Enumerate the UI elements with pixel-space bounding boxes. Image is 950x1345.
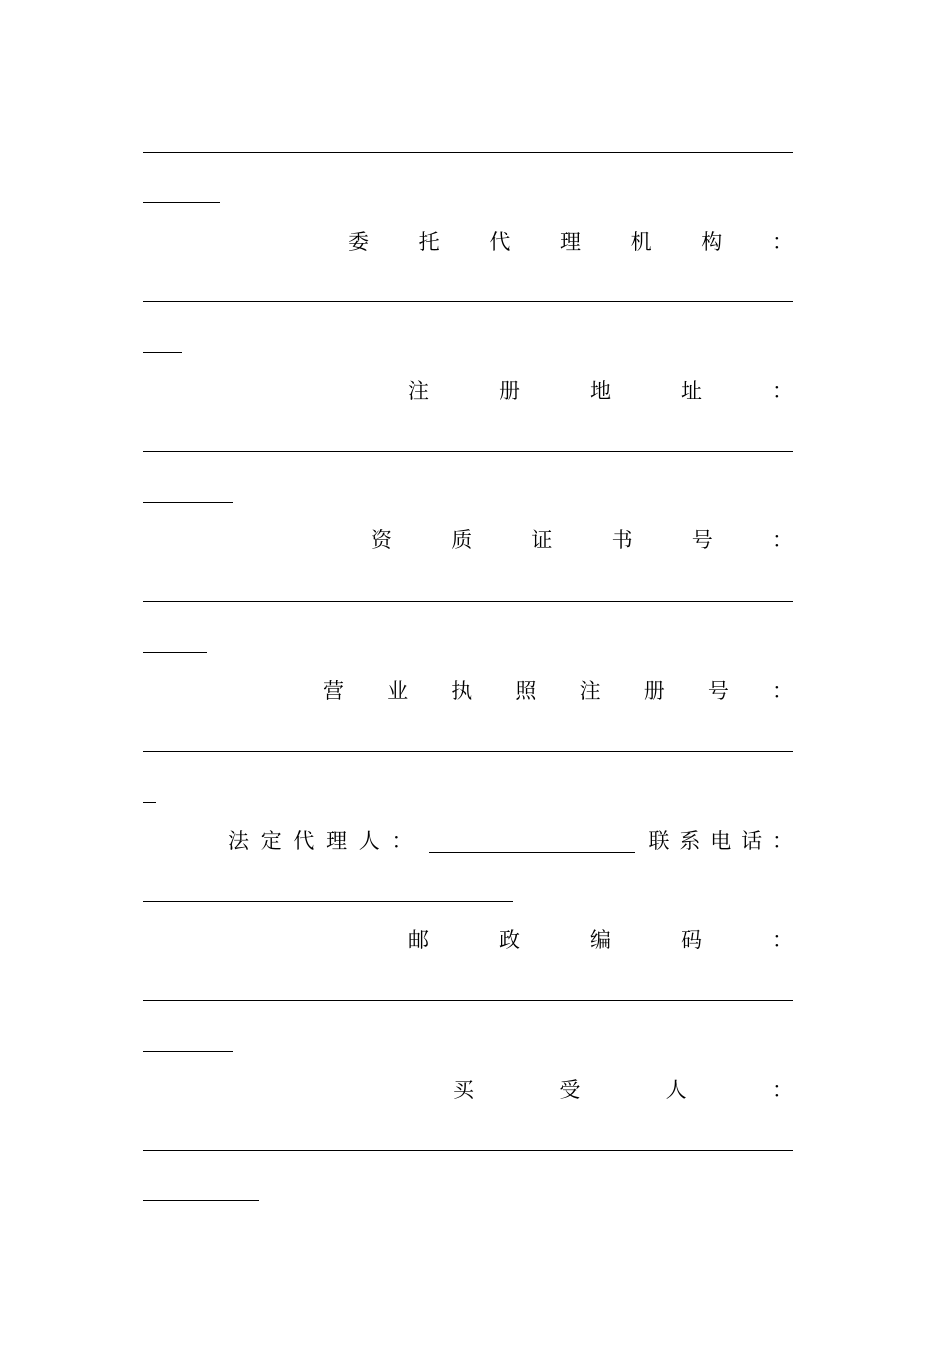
agency-blank-line — [143, 301, 793, 302]
field-label-address: 注 册 地 址 ： — [408, 379, 793, 403]
address-blank-line — [143, 451, 793, 452]
phone-label: 联 系 电 话 ： — [648, 829, 793, 853]
blank-line — [143, 152, 793, 153]
field-label-buyer: 买 受 人 ： — [453, 1078, 793, 1102]
postcode-blank-line — [143, 1000, 793, 1001]
phone-blank-line — [143, 901, 513, 902]
license-blank-line-tail — [143, 802, 156, 803]
qualification-blank-line-tail — [143, 652, 207, 653]
buyer-blank-line-tail — [143, 1200, 259, 1201]
blank-line-tail — [143, 202, 220, 203]
address-blank-line-tail — [143, 502, 233, 503]
postcode-blank-line-tail — [143, 1051, 233, 1052]
field-label-agency: 委 托 代 理 机 构 ： — [348, 230, 793, 254]
legal-representative-row — [228, 826, 793, 856]
qualification-blank-line — [143, 601, 793, 602]
license-blank-line — [143, 751, 793, 752]
legal-representative-label: 法 定 代 理 人 ： — [228, 829, 413, 853]
legal-representative-blank — [429, 852, 635, 853]
field-label-license: 营 业 执 照 注 册 号 ： — [323, 679, 793, 703]
agency-blank-line-tail — [143, 352, 182, 353]
buyer-blank-line — [143, 1150, 793, 1151]
field-label-postcode: 邮 政 编 码 ： — [408, 928, 793, 952]
field-label-qualification: 资 质 证 书 号 ： — [371, 528, 793, 552]
